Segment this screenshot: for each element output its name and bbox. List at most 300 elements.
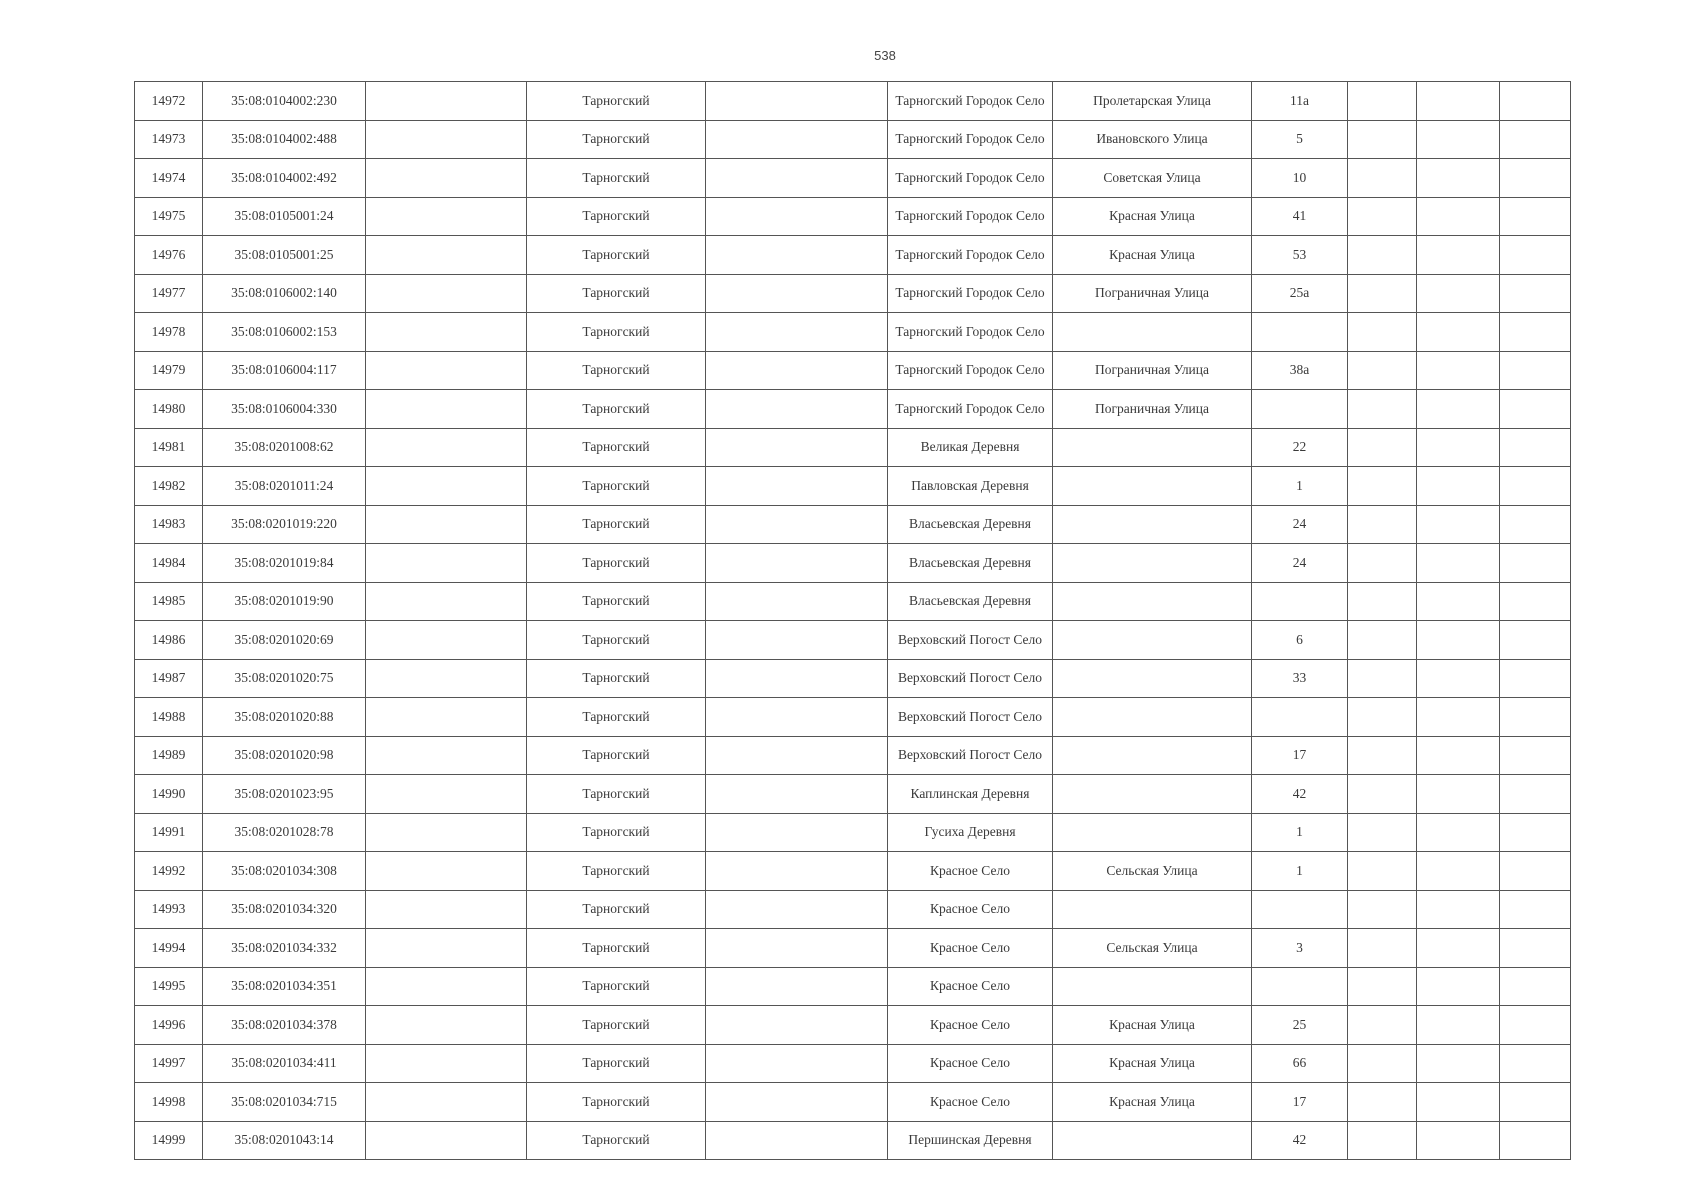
district-cell: Тарногский [527,659,706,698]
empty-cell-3 [366,698,527,737]
street-cell [1053,428,1252,467]
district-cell: Тарногский [527,120,706,159]
table-row [135,1006,1571,1045]
district-cell: Тарногский [527,428,706,467]
street-cell [1053,736,1252,775]
row-number-cell: 14994 [135,929,203,968]
empty-cell-5 [706,1121,888,1160]
settlement-cell: Верховский Погост Село [888,621,1053,660]
empty-cell-3 [366,197,527,236]
row-number-cell: 14987 [135,659,203,698]
district-cell: Тарногский [527,890,706,929]
empty-cell-9 [1348,852,1417,891]
street-cell: Советская Улица [1053,159,1252,198]
table-row [135,1121,1571,1160]
empty-cell-10 [1417,659,1500,698]
street-cell [1053,698,1252,737]
empty-cell-3 [366,120,527,159]
cadastral-number-cell: 35:08:0201019:84 [203,544,366,583]
row-number-cell: 14997 [135,1044,203,1083]
row-number-cell: 14976 [135,236,203,275]
empty-cell-5 [706,82,888,121]
district-cell: Тарногский [527,505,706,544]
empty-cell-5 [706,390,888,429]
empty-cell-9 [1348,967,1417,1006]
table-body [135,82,1571,1160]
house-number-cell: 53 [1252,236,1348,275]
settlement-cell: Тарногский Городок Село [888,197,1053,236]
empty-cell-3 [366,890,527,929]
table-row [135,313,1571,352]
cadastral-number-cell: 35:08:0201034:715 [203,1083,366,1122]
empty-cell-3 [366,467,527,506]
cadastral-number-cell: 35:08:0201034:320 [203,890,366,929]
empty-cell-11 [1500,813,1571,852]
district-cell: Тарногский [527,544,706,583]
empty-cell-3 [366,775,527,814]
settlement-cell: Красное Село [888,967,1053,1006]
table-row [135,852,1571,891]
empty-cell-3 [366,390,527,429]
empty-cell-10 [1417,505,1500,544]
table-row [135,929,1571,968]
row-number-cell: 14996 [135,1006,203,1045]
street-cell: Красная Улица [1053,1044,1252,1083]
row-number-cell: 14974 [135,159,203,198]
empty-cell-5 [706,313,888,352]
empty-cell-10 [1417,929,1500,968]
empty-cell-3 [366,1006,527,1045]
empty-cell-3 [366,813,527,852]
street-cell [1053,967,1252,1006]
street-cell: Красная Улица [1053,197,1252,236]
empty-cell-11 [1500,159,1571,198]
table-row [135,1083,1571,1122]
empty-cell-10 [1417,197,1500,236]
house-number-cell: 41 [1252,197,1348,236]
street-cell [1053,582,1252,621]
district-cell: Тарногский [527,621,706,660]
district-cell: Тарногский [527,1006,706,1045]
empty-cell-11 [1500,544,1571,583]
empty-cell-9 [1348,775,1417,814]
settlement-cell: Верховский Погост Село [888,698,1053,737]
empty-cell-5 [706,659,888,698]
empty-cell-5 [706,1044,888,1083]
row-number-cell: 14983 [135,505,203,544]
settlement-cell: Красное Село [888,1044,1053,1083]
empty-cell-11 [1500,659,1571,698]
house-number-cell: 11а [1252,82,1348,121]
settlement-cell: Тарногский Городок Село [888,313,1053,352]
cadastral-number-cell: 35:08:0201020:69 [203,621,366,660]
house-number-cell: 1 [1252,467,1348,506]
table-row [135,621,1571,660]
cadastral-number-cell: 35:08:0201019:220 [203,505,366,544]
street-cell: Красная Улица [1053,1083,1252,1122]
empty-cell-10 [1417,544,1500,583]
street-cell: Красная Улица [1053,236,1252,275]
row-number-cell: 14995 [135,967,203,1006]
table-row [135,890,1571,929]
empty-cell-3 [366,1121,527,1160]
street-cell: Пограничная Улица [1053,390,1252,429]
street-cell [1053,621,1252,660]
settlement-cell: Красное Село [888,1083,1053,1122]
settlement-cell: Великая Деревня [888,428,1053,467]
cadastral-number-cell: 35:08:0201011:24 [203,467,366,506]
row-number-cell: 14973 [135,120,203,159]
district-cell: Тарногский [527,351,706,390]
empty-cell-11 [1500,274,1571,313]
table-row [135,582,1571,621]
empty-cell-9 [1348,659,1417,698]
cadastral-number-cell: 35:08:0201043:14 [203,1121,366,1160]
empty-cell-10 [1417,313,1500,352]
empty-cell-9 [1348,1121,1417,1160]
empty-cell-5 [706,197,888,236]
empty-cell-10 [1417,736,1500,775]
empty-cell-3 [366,621,527,660]
cadastral-number-cell: 35:08:0201020:98 [203,736,366,775]
empty-cell-11 [1500,467,1571,506]
empty-cell-10 [1417,428,1500,467]
street-cell: Сельская Улица [1053,929,1252,968]
house-number-cell: 42 [1252,775,1348,814]
empty-cell-10 [1417,1083,1500,1122]
row-number-cell: 14991 [135,813,203,852]
empty-cell-11 [1500,890,1571,929]
table-row [135,467,1571,506]
empty-cell-10 [1417,1006,1500,1045]
cadastral-number-cell: 35:08:0201034:332 [203,929,366,968]
settlement-cell: Тарногский Городок Село [888,274,1053,313]
street-cell: Пограничная Улица [1053,351,1252,390]
row-number-cell: 14999 [135,1121,203,1160]
street-cell [1053,775,1252,814]
empty-cell-10 [1417,852,1500,891]
empty-cell-9 [1348,544,1417,583]
empty-cell-10 [1417,236,1500,275]
empty-cell-10 [1417,82,1500,121]
row-number-cell: 14981 [135,428,203,467]
empty-cell-9 [1348,698,1417,737]
house-number-cell [1252,582,1348,621]
table-row [135,82,1571,121]
empty-cell-11 [1500,582,1571,621]
empty-cell-9 [1348,236,1417,275]
empty-cell-11 [1500,351,1571,390]
house-number-cell [1252,698,1348,737]
street-cell: Пограничная Улица [1053,274,1252,313]
district-cell: Тарногский [527,236,706,275]
empty-cell-11 [1500,1006,1571,1045]
house-number-cell: 25а [1252,274,1348,313]
table-row [135,428,1571,467]
settlement-cell: Верховский Погост Село [888,736,1053,775]
house-number-cell: 17 [1252,1083,1348,1122]
street-cell [1053,467,1252,506]
house-number-cell: 17 [1252,736,1348,775]
district-cell: Тарногский [527,390,706,429]
table-row [135,274,1571,313]
empty-cell-3 [366,929,527,968]
empty-cell-9 [1348,120,1417,159]
house-number-cell: 38а [1252,351,1348,390]
street-cell: Красная Улица [1053,1006,1252,1045]
house-number-cell: 25 [1252,1006,1348,1045]
empty-cell-10 [1417,698,1500,737]
cadastral-number-cell: 35:08:0201034:351 [203,967,366,1006]
street-cell [1053,505,1252,544]
empty-cell-3 [366,967,527,1006]
district-cell: Тарногский [527,159,706,198]
table-row [135,120,1571,159]
empty-cell-3 [366,351,527,390]
empty-cell-11 [1500,698,1571,737]
house-number-cell [1252,313,1348,352]
empty-cell-3 [366,236,527,275]
empty-cell-5 [706,1006,888,1045]
cadastral-number-cell: 35:08:0104002:488 [203,120,366,159]
house-number-cell: 10 [1252,159,1348,198]
empty-cell-3 [366,736,527,775]
street-cell [1053,544,1252,583]
empty-cell-3 [366,1083,527,1122]
empty-cell-11 [1500,852,1571,891]
empty-cell-10 [1417,775,1500,814]
settlement-cell: Каплинская Деревня [888,775,1053,814]
district-cell: Тарногский [527,1083,706,1122]
house-number-cell: 1 [1252,852,1348,891]
empty-cell-11 [1500,1121,1571,1160]
street-cell [1053,813,1252,852]
empty-cell-3 [366,428,527,467]
district-cell: Тарногский [527,467,706,506]
empty-cell-5 [706,120,888,159]
cadastral-number-cell: 35:08:0201034:378 [203,1006,366,1045]
empty-cell-11 [1500,313,1571,352]
row-number-cell: 14989 [135,736,203,775]
settlement-cell: Тарногский Городок Село [888,390,1053,429]
empty-cell-10 [1417,390,1500,429]
settlement-cell: Красное Село [888,1006,1053,1045]
cadastral-number-cell: 35:08:0201028:78 [203,813,366,852]
district-cell: Тарногский [527,967,706,1006]
table-row [135,1044,1571,1083]
settlement-cell: Павловская Деревня [888,467,1053,506]
house-number-cell [1252,390,1348,429]
row-number-cell: 14993 [135,890,203,929]
empty-cell-10 [1417,351,1500,390]
empty-cell-9 [1348,582,1417,621]
table-row [135,967,1571,1006]
settlement-cell: Власьевская Деревня [888,505,1053,544]
empty-cell-11 [1500,120,1571,159]
empty-cell-9 [1348,82,1417,121]
empty-cell-10 [1417,159,1500,198]
empty-cell-11 [1500,967,1571,1006]
row-number-cell: 14980 [135,390,203,429]
street-cell: Ивановского Улица [1053,120,1252,159]
row-number-cell: 14972 [135,82,203,121]
empty-cell-5 [706,544,888,583]
table-row [135,659,1571,698]
table-row [135,505,1571,544]
street-cell [1053,659,1252,698]
property-register-table [134,81,1571,1160]
empty-cell-5 [706,159,888,198]
empty-cell-5 [706,428,888,467]
settlement-cell: Красное Село [888,890,1053,929]
empty-cell-3 [366,313,527,352]
empty-cell-11 [1500,929,1571,968]
cadastral-number-cell: 35:08:0106002:153 [203,313,366,352]
empty-cell-5 [706,236,888,275]
row-number-cell: 14975 [135,197,203,236]
empty-cell-5 [706,967,888,1006]
settlement-cell: Тарногский Городок Село [888,236,1053,275]
settlement-cell: Власьевская Деревня [888,544,1053,583]
empty-cell-11 [1500,82,1571,121]
empty-cell-5 [706,274,888,313]
district-cell: Тарногский [527,698,706,737]
cadastral-number-cell: 35:08:0106004:330 [203,390,366,429]
district-cell: Тарногский [527,775,706,814]
row-number-cell: 14988 [135,698,203,737]
settlement-cell: Першинская Деревня [888,1121,1053,1160]
cadastral-number-cell: 35:08:0201019:90 [203,582,366,621]
district-cell: Тарногский [527,1044,706,1083]
settlement-cell: Красное Село [888,929,1053,968]
table-row [135,236,1571,275]
cadastral-number-cell: 35:08:0201020:88 [203,698,366,737]
empty-cell-5 [706,929,888,968]
empty-cell-5 [706,505,888,544]
empty-cell-5 [706,621,888,660]
empty-cell-9 [1348,621,1417,660]
house-number-cell: 1 [1252,813,1348,852]
row-number-cell: 14998 [135,1083,203,1122]
house-number-cell: 6 [1252,621,1348,660]
empty-cell-10 [1417,890,1500,929]
empty-cell-9 [1348,197,1417,236]
district-cell: Тарногский [527,852,706,891]
empty-cell-9 [1348,159,1417,198]
empty-cell-10 [1417,1044,1500,1083]
cadastral-number-cell: 35:08:0201034:308 [203,852,366,891]
street-cell [1053,1121,1252,1160]
settlement-cell: Красное Село [888,852,1053,891]
cadastral-number-cell: 35:08:0106002:140 [203,274,366,313]
empty-cell-10 [1417,621,1500,660]
empty-cell-9 [1348,1083,1417,1122]
settlement-cell: Верховский Погост Село [888,659,1053,698]
empty-cell-3 [366,852,527,891]
row-number-cell: 14986 [135,621,203,660]
house-number-cell [1252,890,1348,929]
street-cell: Сельская Улица [1053,852,1252,891]
empty-cell-11 [1500,197,1571,236]
district-cell: Тарногский [527,736,706,775]
empty-cell-3 [366,582,527,621]
row-number-cell: 14985 [135,582,203,621]
district-cell: Тарногский [527,313,706,352]
table-row [135,390,1571,429]
table-row [135,736,1571,775]
cadastral-number-cell: 35:08:0201034:411 [203,1044,366,1083]
empty-cell-11 [1500,1083,1571,1122]
cadastral-number-cell: 35:08:0201023:95 [203,775,366,814]
cadastral-number-cell: 35:08:0106004:117 [203,351,366,390]
empty-cell-5 [706,736,888,775]
street-cell: Пролетарская Улица [1053,82,1252,121]
settlement-cell: Тарногский Городок Село [888,120,1053,159]
cadastral-number-cell: 35:08:0201020:75 [203,659,366,698]
cadastral-number-cell: 35:08:0201008:62 [203,428,366,467]
empty-cell-10 [1417,967,1500,1006]
empty-cell-5 [706,813,888,852]
empty-cell-3 [366,274,527,313]
table-row [135,544,1571,583]
settlement-cell: Власьевская Деревня [888,582,1053,621]
settlement-cell: Тарногский Городок Село [888,159,1053,198]
empty-cell-9 [1348,736,1417,775]
table-row [135,159,1571,198]
row-number-cell: 14978 [135,313,203,352]
table-row [135,698,1571,737]
house-number-cell: 3 [1252,929,1348,968]
empty-cell-11 [1500,390,1571,429]
empty-cell-5 [706,890,888,929]
district-cell: Тарногский [527,582,706,621]
row-number-cell: 14979 [135,351,203,390]
empty-cell-11 [1500,1044,1571,1083]
cadastral-number-cell: 35:08:0104002:492 [203,159,366,198]
table-row [135,197,1571,236]
empty-cell-3 [366,159,527,198]
cadastral-number-cell: 35:08:0105001:24 [203,197,366,236]
empty-cell-5 [706,775,888,814]
house-number-cell: 24 [1252,505,1348,544]
cadastral-number-cell: 35:08:0104002:230 [203,82,366,121]
empty-cell-3 [366,544,527,583]
house-number-cell: 42 [1252,1121,1348,1160]
row-number-cell: 14990 [135,775,203,814]
empty-cell-9 [1348,390,1417,429]
table-row [135,775,1571,814]
empty-cell-9 [1348,351,1417,390]
empty-cell-9 [1348,313,1417,352]
empty-cell-5 [706,1083,888,1122]
empty-cell-11 [1500,736,1571,775]
empty-cell-9 [1348,428,1417,467]
empty-cell-5 [706,698,888,737]
house-number-cell: 22 [1252,428,1348,467]
empty-cell-10 [1417,467,1500,506]
house-number-cell: 66 [1252,1044,1348,1083]
empty-cell-9 [1348,274,1417,313]
empty-cell-9 [1348,929,1417,968]
empty-cell-10 [1417,274,1500,313]
empty-cell-10 [1417,813,1500,852]
house-number-cell: 5 [1252,120,1348,159]
district-cell: Тарногский [527,1121,706,1160]
house-number-cell [1252,967,1348,1006]
empty-cell-10 [1417,120,1500,159]
empty-cell-5 [706,467,888,506]
empty-cell-9 [1348,505,1417,544]
